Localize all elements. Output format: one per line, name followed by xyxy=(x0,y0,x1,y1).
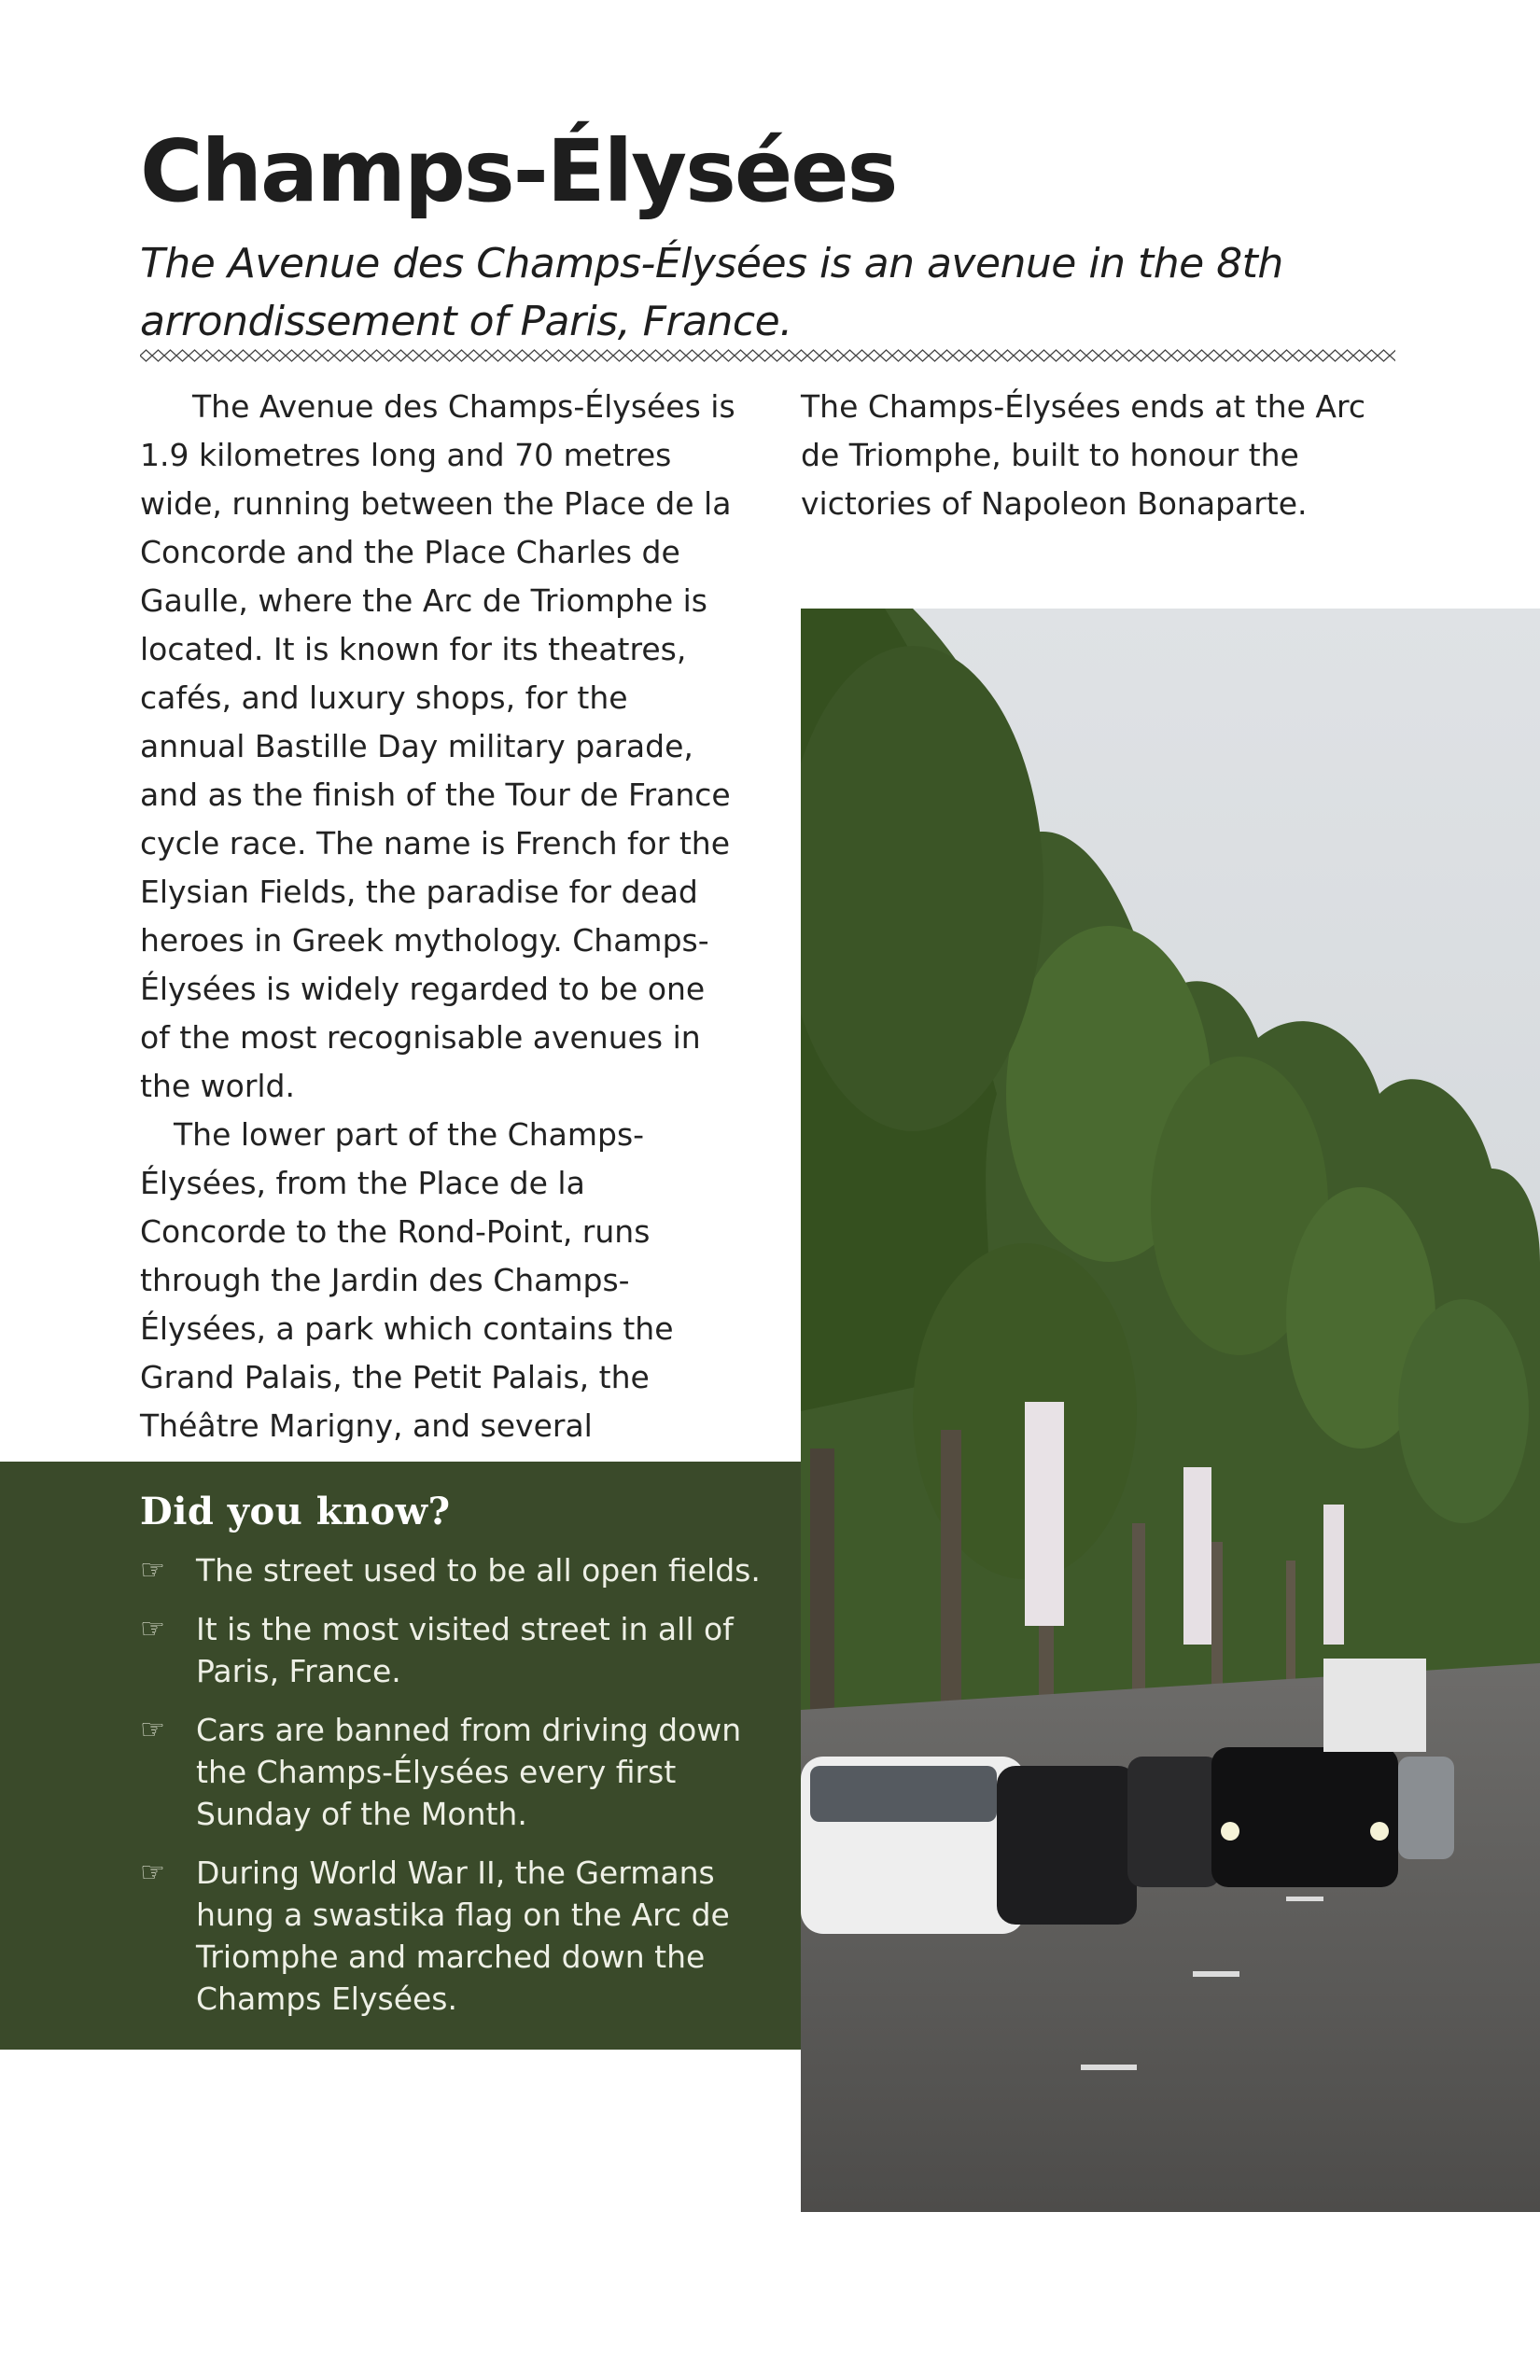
fact-text: It is the most visited street in all of Paris, France. xyxy=(196,1611,734,1689)
did-you-know-heading: Did you know? xyxy=(140,1490,451,1533)
fact-text: The street used to be all open fields. xyxy=(196,1552,761,1589)
pointing-hand-icon: ☞ xyxy=(140,1613,165,1645)
list-item xyxy=(140,1852,775,2020)
avenue-photo xyxy=(801,609,1540,2212)
pointing-hand-icon: ☞ xyxy=(140,1856,165,1889)
pointing-hand-icon: ☞ xyxy=(140,1714,165,1746)
did-you-know-list xyxy=(140,1549,775,2037)
body-paragraph-2: The lower part of the Champs-Élysées, from the Place de la Concorde to the Rond-Point, runs through the Jardin des Champs-Élysées, a park which contains the Grand Palais, the Petit Palais, the Théâtre Marigny, and several xyxy=(140,1116,674,1444)
list-item xyxy=(140,1549,775,1591)
body-paragraph-1: The Avenue des Champs-Élysées is 1.9 kilometres long and 70 metres wide, running between the Place de la Concorde and the Place Charles de Gaulle, where the Arc de Triomphe is located. It is known for its theatres, cafés, and luxury shops, for the annual Bastille Day military parade, and as the finish of the Tour de France cycle race. The name is French for the Elysian Fields, the paradise for dead heroes in Greek mythology. Champs-Élysées is widely regarded to be one of the most recognisable avenues in the world. xyxy=(140,388,735,1104)
page-subtitle: The Avenue des Champs-Élysées is an avenue in the 8th arrondissement of Paris, France. xyxy=(140,240,1283,345)
fact-text: During World War II, the Germans hung a swastika flag on the Arc de Triomphe and marched down the Champs Elysées. xyxy=(196,1855,730,2017)
list-item xyxy=(140,1709,775,1835)
pointing-hand-icon: ☞ xyxy=(140,1554,165,1587)
body-paragraph-3: The Champs-Élysées ends at the Arc de Triomphe, built to honour the victories of Napoleon Bonaparte. xyxy=(801,388,1365,522)
fact-text: Cars are banned from driving down the Champs-Élysées every first Sunday of the Month. xyxy=(196,1712,742,1832)
main-text-column xyxy=(140,383,737,1499)
list-item xyxy=(140,1608,775,1692)
ornamental-divider xyxy=(140,347,1395,364)
right-text-column xyxy=(801,383,1398,528)
page-title: Champs-Élysées xyxy=(140,121,897,221)
